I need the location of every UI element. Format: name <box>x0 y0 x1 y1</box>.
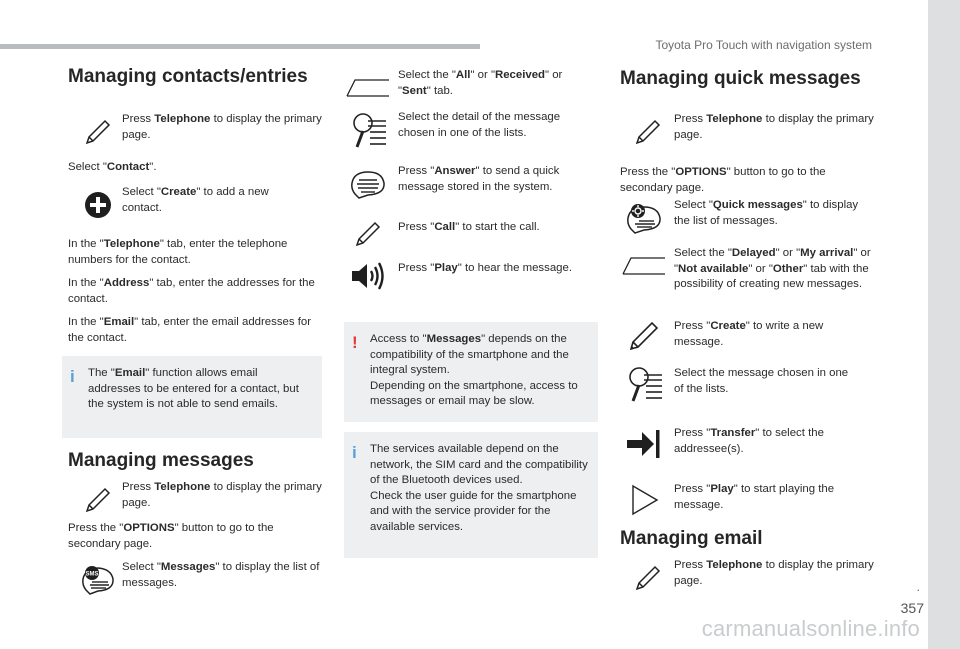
step-text <box>122 480 324 511</box>
step-select-tab <box>344 68 578 108</box>
bold-text: Telephone <box>103 238 160 250</box>
bold-text: All <box>455 69 471 81</box>
bold-text: Contact <box>106 161 150 173</box>
step-text <box>398 220 540 236</box>
para-select-contact <box>68 160 157 176</box>
text: " or " <box>470 69 495 81</box>
step-press-call <box>344 214 540 254</box>
para-telephone-tab <box>68 237 318 268</box>
bold-text: My arrival <box>800 247 854 259</box>
text: " to display the list of messages. <box>122 561 320 589</box>
text: Check the user guide for the smartphone and with the service provider for the available services. <box>370 489 577 533</box>
list-pointer-icon <box>344 110 392 150</box>
right-margin-bar <box>928 0 960 649</box>
heading-managing-contacts: Managing contacts/entries <box>68 66 308 87</box>
info-note-services <box>344 432 598 558</box>
text: " tab, enter the email addresses for the contact. <box>68 316 312 344</box>
text: The " <box>88 367 115 379</box>
step-text <box>674 319 854 350</box>
step-press-telephone-2 <box>76 480 324 520</box>
text: " depends on the compatibility of the smartphone and the integral system. <box>370 333 569 376</box>
plus-circle-icon <box>76 185 120 225</box>
text: " to display the list of messages. <box>674 199 859 227</box>
text: to display the primary page. <box>674 559 874 587</box>
pen-icon <box>344 214 392 254</box>
text: " tab, enter the telephone numbers for the contact. <box>68 238 288 266</box>
step-press-telephone-4 <box>626 558 876 598</box>
text: " to start playing the message. <box>674 483 835 511</box>
text: to display the primary page. <box>122 481 322 509</box>
sms-label: SMS <box>85 571 99 578</box>
bold-text: Received <box>494 69 546 81</box>
speaker-icon <box>344 256 392 296</box>
step-text <box>674 558 876 589</box>
text: Select " <box>122 186 161 198</box>
text: Press " <box>674 320 711 332</box>
warning-note-messages <box>344 322 598 422</box>
step-text: Select the detail of the message chosen in one of the lists. <box>398 111 561 139</box>
info-mark-icon: i <box>352 443 357 462</box>
bold-text: Call <box>434 221 456 233</box>
text: Press " <box>674 427 711 439</box>
bold-text: Delayed <box>731 247 776 259</box>
step-press-play-2 <box>620 480 860 520</box>
watermark: carmanualsonline.info <box>701 616 920 641</box>
message-bubble-icon <box>344 164 392 204</box>
bold-text: Other <box>772 262 804 275</box>
para-email-tab <box>68 315 318 346</box>
text: " to send a quick message stored in the system. <box>398 165 560 193</box>
bold-text: Transfer <box>710 427 756 439</box>
text: Depending on the smartphone, access to messages or email may be slow. <box>370 379 578 407</box>
text: In the " <box>68 277 104 289</box>
text: " or " <box>775 247 801 259</box>
bold-text: Telephone <box>154 481 211 493</box>
bold-text: Play <box>710 483 734 495</box>
info-mark-icon: i <box>70 367 75 386</box>
page-number: 357 <box>900 600 924 616</box>
step-press-telephone <box>76 112 324 152</box>
pen-icon <box>626 558 670 598</box>
step-press-play <box>344 256 572 296</box>
bold-text: Messages <box>426 333 482 345</box>
step-select-quick-tab <box>620 246 874 293</box>
bold-text: Sent <box>402 84 427 97</box>
text: " to hear the message. <box>457 262 572 274</box>
para-options <box>68 521 318 552</box>
text: Press " <box>398 221 435 233</box>
text: Select the " <box>398 69 456 81</box>
text: " button to go to the secondary page. <box>620 166 826 194</box>
page-header-title: Toyota Pro Touch with navigation system <box>655 38 872 52</box>
top-rule <box>0 44 480 49</box>
play-icon <box>620 480 668 520</box>
page-dot: . <box>916 580 920 594</box>
text: In the " <box>68 238 104 250</box>
text: " to add a new contact. <box>122 186 269 214</box>
para-options-2 <box>620 165 850 196</box>
step-select-message <box>620 364 860 404</box>
step-text <box>122 112 324 143</box>
warning-mark-icon: ! <box>352 333 358 352</box>
text: Press " <box>674 483 711 495</box>
text: " to write a new message. <box>674 320 824 348</box>
info-note-email <box>62 356 322 438</box>
heading-managing-messages: Managing messages <box>68 450 254 471</box>
text: " tab, enter the addresses for the contact. <box>68 277 315 305</box>
pen-icon <box>76 112 120 152</box>
text: Press the " <box>68 522 124 534</box>
step-text <box>674 246 874 293</box>
text: Access to " <box>370 333 427 345</box>
step-text <box>674 482 860 513</box>
heading-managing-quick-messages: Managing quick messages <box>620 68 861 89</box>
text: Press " <box>398 262 435 274</box>
text: Press <box>674 113 707 125</box>
pencil-icon <box>620 316 668 356</box>
step-press-create <box>620 316 854 356</box>
text: Select " <box>122 561 161 573</box>
tab-icon <box>620 246 668 286</box>
bold-text: Email <box>103 316 135 328</box>
text: " or " <box>748 262 773 275</box>
bold-text: Email <box>114 367 146 379</box>
text: Press <box>122 113 155 125</box>
step-select-detail <box>344 110 578 150</box>
bold-text: OPTIONS <box>123 522 175 534</box>
step-select-quick-messages <box>620 198 870 238</box>
step-text <box>398 261 572 277</box>
step-text <box>398 68 578 99</box>
text: " tab. <box>426 84 453 97</box>
bold-text: Play <box>434 262 458 274</box>
text: " tab with the possibility of creating new messages. <box>674 262 869 290</box>
para-address-tab <box>68 276 318 307</box>
step-text <box>674 112 876 143</box>
text: to display the primary page. <box>122 113 322 141</box>
text: Press " <box>398 165 435 177</box>
bold-text: OPTIONS <box>675 166 727 178</box>
bold-text: Not available <box>678 262 749 275</box>
sms-bubble-icon <box>76 560 120 600</box>
bold-text: Telephone <box>154 113 211 125</box>
text: Press <box>674 559 707 571</box>
pen-icon <box>76 480 120 520</box>
tab-icon <box>344 68 392 108</box>
bold-text: Telephone <box>706 113 763 125</box>
text: " button to go to the secondary page. <box>68 522 274 550</box>
bold-text: Telephone <box>706 559 763 571</box>
text: Select " <box>674 199 713 211</box>
text: Press <box>122 481 155 493</box>
text: Select " <box>68 161 107 173</box>
text: " or " <box>398 69 563 97</box>
text: " or " <box>674 247 871 275</box>
bold-text: Create <box>160 186 197 198</box>
step-text: Select the message chosen in one of the lists. <box>674 367 849 395</box>
step-text <box>674 198 870 229</box>
bold-text: Create <box>710 320 746 332</box>
text: Press the " <box>620 166 676 178</box>
text: " to start the call. <box>455 221 540 233</box>
text: The services available depend on the network, the SIM card and the compatibility of the Bluetooth devices used. <box>370 443 588 486</box>
bold-text: Messages <box>160 561 216 573</box>
list-pointer-icon <box>620 364 668 404</box>
text: " function allows email addresses to be entered for a contact, but the system is not able to send emails. <box>88 367 299 410</box>
text: to display the primary page. <box>674 113 874 141</box>
transfer-arrow-icon <box>620 424 668 464</box>
heading-managing-email: Managing email <box>620 528 763 549</box>
bold-text: Address <box>103 277 150 289</box>
step-text <box>122 185 292 216</box>
text: Select the " <box>674 247 732 259</box>
quick-message-icon <box>620 198 668 238</box>
step-press-telephone-3 <box>626 112 876 152</box>
step-press-answer <box>344 164 578 204</box>
bold-text: Quick messages <box>712 199 803 211</box>
step-press-transfer <box>620 424 854 464</box>
step-select-create <box>76 185 292 225</box>
pen-icon <box>626 112 670 152</box>
text: " to select the addressee(s). <box>674 427 824 455</box>
text: In the " <box>68 316 104 328</box>
step-select-messages <box>76 560 322 600</box>
bold-text: Answer <box>434 165 476 177</box>
step-text <box>122 560 322 591</box>
step-text <box>674 426 854 457</box>
text: ". <box>149 161 157 173</box>
step-text <box>398 164 578 195</box>
